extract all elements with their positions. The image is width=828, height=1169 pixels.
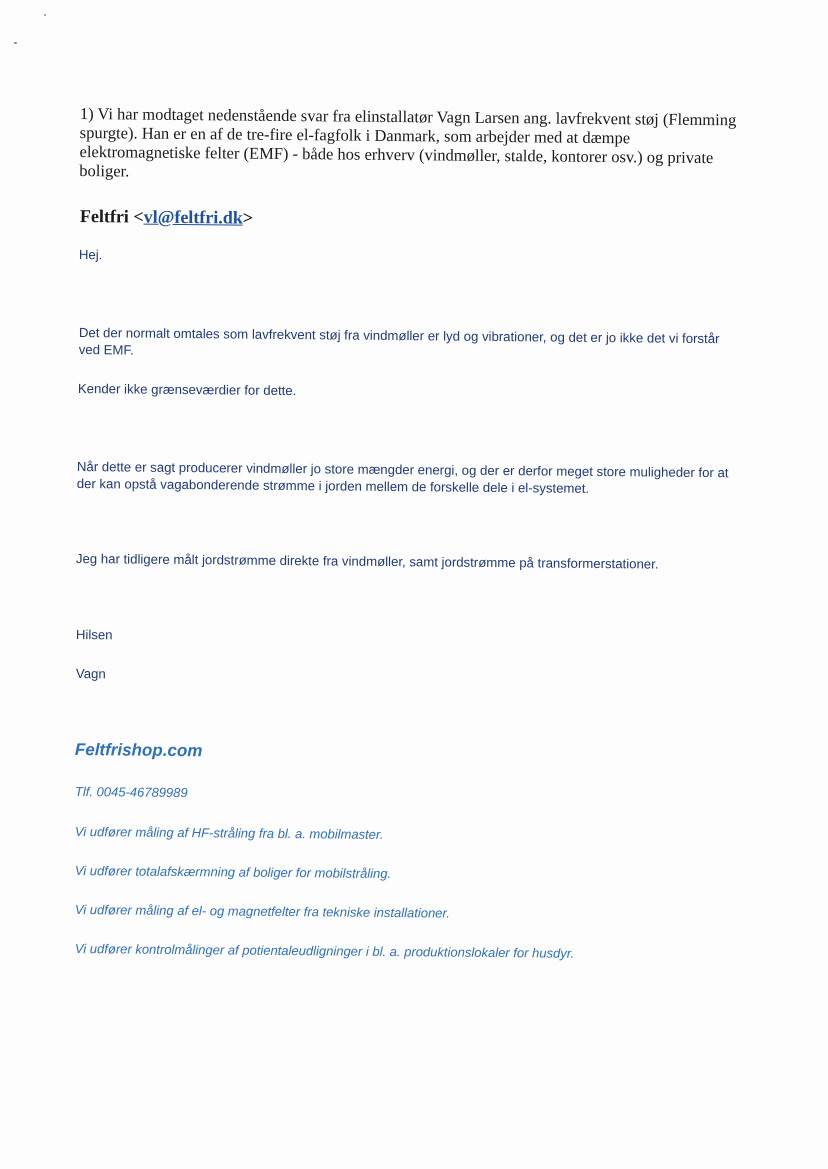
paragraph-measurements: Jeg har tidligere målt jordstrømme direkte fra vindmøller, samt jordstrømme på transformerstationer.	[75, 550, 659, 572]
paragraph-emf: Det der normalt omtales som lavfrekvent støj fra vindmøller er lyd og vibrationer, og det er jo ikke det vi forstår ved EMF.	[78, 324, 720, 358]
paragraph-limits: Kender ikke grænseværdier for dette.	[77, 380, 297, 399]
intro-text: 1) Vi har modtaget nedenstående svar fra elinstallatør Vagn Larsen ang. lavfrekvent støj (Flemming spurgte). Han er en af de tre-fire el-fagfolk i Danmark, som arbejder med at dæmpe elektromagnetiske felter (EMF) - både hos erhverv (vindmøller, stalde, kontorer osv.) og private boliger.	[79, 104, 737, 181]
shop-service-item: Vi udfører måling af el- og magnetfelter fra tekniske installationer.	[74, 901, 450, 921]
sender-name: Feltfri	[79, 206, 129, 227]
paragraph-energy: Når dette er sagt producerer vindmøller jo store mængder energi, og der er derfor meget store muligheder for at der kan opstå vagabonderende strømme i jorden mellem de forskelle dele i el-systemet.	[76, 458, 729, 496]
shop-service-item: Vi udfører totalafskærmning af boliger for mobilstråling.	[74, 862, 392, 882]
shop-service-item: Vi udfører måling af HF-stråling fra bl. a. mobilmaster.	[74, 823, 384, 842]
shop-phone: Tlf. 0045-46789989	[74, 783, 188, 801]
shop-title[interactable]: Feltfrishop.com	[74, 740, 203, 761]
closing: Hilsen	[75, 626, 113, 643]
sender-email-link[interactable]: vl@feltfri.dk	[143, 206, 243, 228]
signature: Vagn	[75, 665, 106, 682]
greeting: Hej.	[78, 246, 103, 263]
email-close-bracket: >	[242, 207, 254, 228]
email-open-bracket: <	[133, 206, 144, 227]
shop-service-item: Vi udfører kontrolmålinger af potientaleudligninger i bl. a. produktionslokaler for husdyr.	[74, 940, 575, 961]
